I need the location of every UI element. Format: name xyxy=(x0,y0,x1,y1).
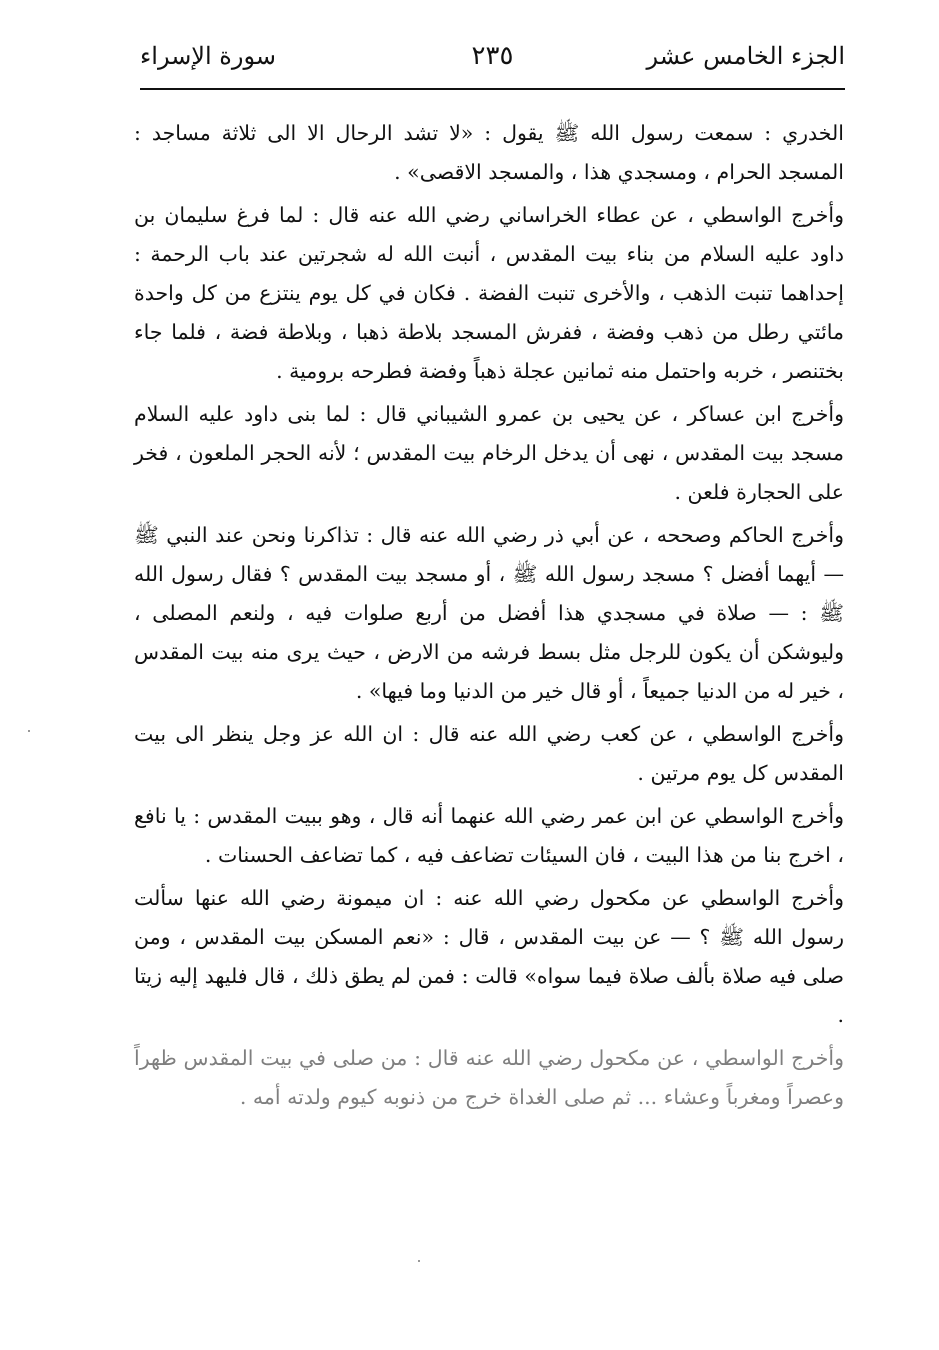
page-number: ٢٣٥ xyxy=(471,41,514,71)
paragraph-4: وأخرج الحاكم وصححه ، عن أبي ذر رضي الله عنه قال : تذاكرنا ونحن عند النبي ﷺ — أيهما أفضل ؟ مسجد رسول الله ﷺ ، أو مسجد بيت المقدس ؟ فقال رسول الله ﷺ : — صلاة في مسجدي هذا أفضل من أربع صلوات فيه ، ولنعم المصلى ، وليوشكن أن يكون للرجل مثل بسط فرشه من الارض ، حيث يرى منه بيت المقدس ، خير له من الدنيا جميعاً ، أو قال خير من الدنيا وما فيها» . xyxy=(134,523,844,703)
paragraph-2: وأخرج الواسطي ، عن عطاء الخراساني رضي الله عنه قال : لما فرغ سليمان بن داود عليه السلام من بناء بيت المقدس ، أنبت الله له شجرتين عند باب الرحمة : إحداهما تنبت الذهب ، والأخرى تنبت الفضة . فكان في كل يوم ينتزع من كل واحدة مائتي رطل من ذهب وفضة ، ففرش المسجد بلاطة ذهبا ، وبلاطة فضة ، فلما جاء بختنصر ، خربه واحتمل منه ثمانين عجلة ذهباً وفضة فطرحه برومية . xyxy=(134,203,844,383)
scan-speck xyxy=(28,730,30,732)
part-title: الجزء الخامس عشر xyxy=(646,42,845,70)
paragraph-3: وأخرج ابن عساكر ، عن يحيى بن عمرو الشيباني قال : لما بنى داود عليه السلام مسجد بيت المقدس ، نهى أن يدخل الرخام بيت المقدس ؛ لأنه الحجر الملعون ، فخر على الحجارة فلعن . xyxy=(134,402,844,504)
paragraph-8: وأخرج الواسطي ، عن مكحول رضي الله عنه قال : من صلى في بيت المقدس ظهراً وعصراً ومغرباً وعشاء ... ثم صلى الغداة خرج من ذنوبه كيوم ولدته أمه . xyxy=(134,1046,844,1109)
paragraph-1: الخدري : سمعت رسول الله ﷺ يقول : «لا تشد الرحال الا الى ثلاثة مساجد : المسجد الحرام ، ومسجدي هذا ، والمسجد الاقصى» . xyxy=(134,121,844,184)
header-rule xyxy=(140,88,845,90)
surah-title: سورة الإسراء xyxy=(140,42,276,70)
paragraph-6: وأخرج الواسطي عن ابن عمر رضي الله عنهما أنه قال ، وهو ببيت المقدس : يا نافع ، اخرج بنا من هذا البيت ، فان السيئات تضاعف فيه ، كما تضاعف الحسنات . xyxy=(134,804,844,867)
scan-speck xyxy=(418,1260,420,1262)
body-text xyxy=(134,114,844,1121)
running-header xyxy=(140,36,845,76)
paragraph-7: وأخرج الواسطي عن مكحول رضي الله عنه : ان ميمونة رضي الله عنها سألت رسول الله ﷺ ؟ — عن بيت المقدس ، قال : «نعم المسكن بيت المقدس ، ومن صلى فيه صلاة بألف صلاة فيما سواه» قالت : فمن لم يطق ذلك ، قال فليهد إليه زيتا . xyxy=(134,886,844,1027)
paragraph-5: وأخرج الواسطي ، عن كعب رضي الله عنه قال : ان الله عز وجل ينظر الى بيت المقدس كل يوم مرتين . xyxy=(134,722,844,785)
